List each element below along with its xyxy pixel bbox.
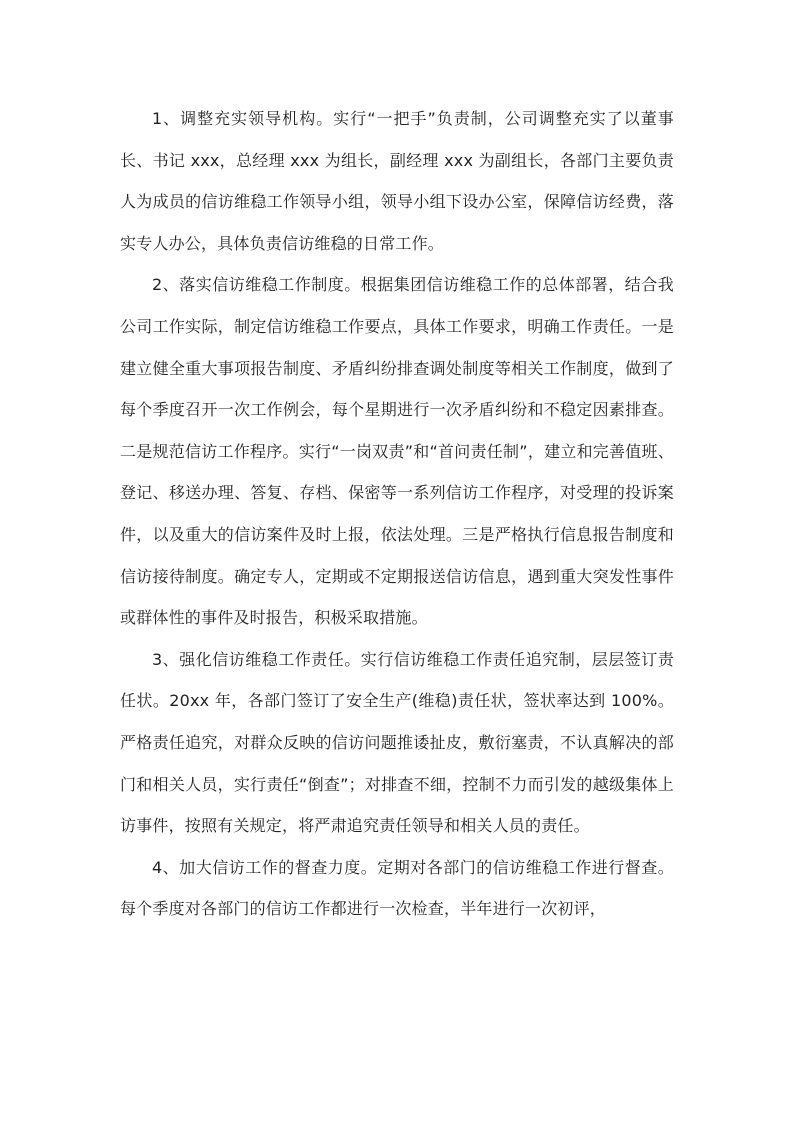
paragraph-2: 2、落实信访维稳工作制度。根据集团信访维稳工作的总体部署，结合我公司工作实际，制定信访维稳工作要点，具体工作要求，明确工作责任。一是建立健全重大事项报告制度、矛盾纠纷排查调处制度等相关工作制度，做到了每个季度召开一次工作例会，每个星期进行一次矛盾纠纷和不稳定因素排查。二是规范信访工作程序。实行“一岗双责”和“首问责任制”，建立和完善值班、登记、移送办理、答复、存档、保密等一系列信访工作程序，对受理的投诉案件，以及重大的信访案件及时上报，依法处理。三是严格执行信息报告制度和信访接待制度。确定专人，定期或不定期报送信访信息，遇到重大突发性事件或群体性的事件及时报告，积极采取措施。: [120, 275, 674, 628]
paragraph-1: 1、调整充实领导机构。实行“一把手”负责制，公司调整充实了以董事长、书记 xxx，总经理 xxx 为组长，副经理 xxx 为副组长，各部门主要负责人为成员的信访维稳工作领导小组，领导小组下设办公室，保障信访经费，落实专人办公，具体负责信访维稳的日常工作。: [120, 109, 674, 253]
paragraph-3: 3、强化信访维稳工作责任。实行信访维稳工作责任追究制，层层签订责任状。20xx 年，各部门签订了安全生产(维稳)责任状，签状率达到 100%。严格责任追究，对群众反映的信访问题推诿扯皮，敷衍塞责，不认真解决的部门和相关人员，实行责任“倒查”；对排查不细，控制不力而引发的越级集体上访事件，按照有关规定，将严肃追究责任领导和相关人员的责任。: [120, 649, 674, 836]
paragraph-4: 4、加大信访工作的督查力度。定期对各部门的信访维稳工作进行督查。每个季度对各部门的信访工作都进行一次检查，半年进行一次初评，: [120, 857, 674, 919]
document-body: [120, 98, 674, 930]
